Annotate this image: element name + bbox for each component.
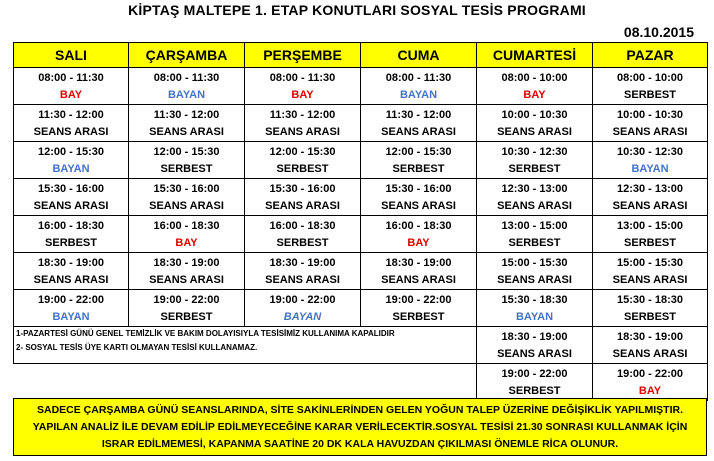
- slot-time: 12:00 - 15:30: [385, 145, 452, 158]
- schedule-slot: [361, 68, 477, 105]
- slot-status: SEANS ARASI: [612, 347, 688, 360]
- note-line: 2- SOSYAL TESİS ÜYE KARTI OLMAYAN TESİSİ KULLANAMAZ.: [16, 343, 258, 352]
- day-header-persembe: PERŞEMBE: [245, 43, 361, 68]
- day-header-cuma: CUMA: [361, 43, 477, 68]
- schedule-slot: [129, 253, 245, 290]
- slot-time: 10:30 - 12:30: [501, 145, 568, 158]
- slot-time: 08:00 - 11:30: [153, 71, 220, 84]
- slot-status: SEANS ARASI: [612, 199, 688, 212]
- slot-time: 15:30 - 16:00: [269, 182, 336, 195]
- slot-status: BAY: [407, 236, 430, 249]
- slot-time: 08:00 - 10:00: [616, 71, 684, 84]
- schedule-slot: [129, 179, 245, 216]
- slot-time: 18:30 - 19:00: [616, 330, 684, 343]
- slot-status: SERBEST: [392, 310, 445, 323]
- slot-time: 10:30 - 12:30: [616, 145, 684, 158]
- schedule-slot: [129, 290, 245, 327]
- slot-time: 19:00 - 22:00: [385, 293, 452, 306]
- day-header-cumartesi: CUMARTESİ: [477, 43, 593, 68]
- slot-time: 08:00 - 11:30: [38, 71, 104, 84]
- slot-status: SEANS ARASI: [612, 273, 688, 286]
- slot-time: 11:30 - 12:00: [38, 108, 104, 121]
- page-title: KİPTAŞ MALTEPE 1. ETAP KONUTLARI SOSYAL TESİS PROGRAMI: [128, 2, 586, 18]
- schedule-slot: [593, 142, 708, 179]
- schedule-slot: [361, 216, 477, 253]
- schedule-slot: [477, 105, 593, 142]
- slot-status: SEANS ARASI: [265, 199, 340, 212]
- schedule-slot: [245, 105, 361, 142]
- schedule-slot: [245, 68, 361, 105]
- slot-time: 11:30 - 12:00: [385, 108, 452, 121]
- notice-line: ISRAR EDİLMEMESİ, KAPANMA SAATİNE 20 DK KALA HAVUZDAN ÇIKILMASI ÖNEMLE RİCA OLUNUR.: [101, 438, 619, 450]
- schedule-slot: [129, 142, 245, 179]
- slot-time: 15:30 - 18:30: [501, 293, 568, 306]
- slot-time: 15:30 - 16:00: [153, 182, 220, 195]
- schedule-slot: [129, 105, 245, 142]
- schedule-slot: [593, 253, 708, 290]
- schedule-slot: [14, 179, 129, 216]
- schedule-slot: [361, 105, 477, 142]
- slot-time: 12:30 - 13:00: [501, 182, 568, 195]
- schedule-slot: [593, 290, 708, 327]
- slot-time: 08:00 - 11:30: [385, 71, 452, 84]
- slot-time: 19:00 - 22:00: [269, 293, 336, 306]
- slot-status: SERBEST: [508, 162, 561, 175]
- schedule-slot: [477, 253, 593, 290]
- slot-time: 08:00 - 11:30: [269, 71, 336, 84]
- schedule-row: [14, 105, 708, 142]
- schedule-slot: [14, 253, 129, 290]
- slot-time: 18:30 - 19:00: [269, 256, 336, 269]
- schedule-slot: [361, 179, 477, 216]
- slot-status: SEANS ARASI: [381, 125, 456, 138]
- slot-status: SEANS ARASI: [497, 125, 572, 138]
- slot-status: BAY: [523, 88, 546, 101]
- slot-status: SERBEST: [624, 236, 676, 249]
- slot-time: 13:00 - 15:00: [616, 219, 684, 232]
- schedule-table: [13, 42, 708, 401]
- slot-status: SERBEST: [160, 162, 213, 175]
- schedule-row: [14, 179, 708, 216]
- schedule-slot: [593, 68, 708, 105]
- slot-time: 15:30 - 16:00: [385, 182, 452, 195]
- schedule-slot: [477, 179, 593, 216]
- day-header-carsamba: ÇARŞAMBA: [129, 43, 245, 68]
- slot-time: 12:00 - 15:30: [269, 145, 336, 158]
- slot-time: 12:30 - 13:00: [616, 182, 684, 195]
- slot-time: 19:00 - 22:00: [37, 293, 105, 306]
- slot-time: 15:30 - 18:30: [616, 293, 684, 306]
- schedule-slot: [361, 253, 477, 290]
- slot-status: SEANS ARASI: [149, 199, 224, 212]
- slot-time: 13:00 - 15:00: [501, 219, 568, 232]
- slot-status: SEANS ARASI: [497, 347, 572, 360]
- slot-time: 19:00 - 22:00: [501, 367, 568, 380]
- schedule-row: [14, 364, 708, 401]
- schedule-slot: [245, 142, 361, 179]
- slot-status: SERBEST: [508, 236, 561, 249]
- slot-time: 10:00 - 10:30: [501, 108, 568, 121]
- slot-status: SERBEST: [392, 162, 445, 175]
- schedule-slot: [129, 216, 245, 253]
- slot-status: BAYAN: [283, 310, 322, 323]
- slot-time: 16:00 - 18:30: [37, 219, 105, 232]
- schedule-slot: [361, 290, 477, 327]
- schedule-slot: [14, 290, 129, 327]
- slot-status: SEANS ARASI: [265, 125, 340, 138]
- empty-area: [14, 364, 477, 401]
- schedule-date: 08.10.2015: [623, 24, 694, 40]
- slot-status: BAYAN: [52, 162, 90, 175]
- schedule-row: [14, 68, 708, 105]
- notes-box: [14, 327, 477, 364]
- slot-status: SEANS ARASI: [265, 273, 340, 286]
- slot-status: SERBEST: [508, 384, 561, 397]
- day-header-pazar: PAZAR: [593, 43, 708, 68]
- schedule-slot: [245, 216, 361, 253]
- slot-time: 08:00 - 10:00: [501, 71, 568, 84]
- slot-status: BAYAN: [399, 88, 438, 101]
- schedule-slot: [593, 364, 708, 401]
- slot-status: SEANS ARASI: [612, 125, 688, 138]
- slot-status: BAY: [291, 88, 314, 101]
- schedule-slot: [361, 142, 477, 179]
- slot-time: 16:00 - 18:30: [153, 219, 220, 232]
- slot-status: BAYAN: [167, 88, 206, 101]
- slot-status: SEANS ARASI: [497, 199, 572, 212]
- slot-status: SERBEST: [624, 310, 676, 323]
- schedule-row: [14, 290, 708, 327]
- slot-status: SEANS ARASI: [381, 199, 456, 212]
- schedule-slot: [477, 290, 593, 327]
- slot-time: 18:30 - 19:00: [385, 256, 452, 269]
- slot-status: BAY: [638, 384, 662, 397]
- schedule-row: [14, 216, 708, 253]
- slot-time: 18:30 - 19:00: [501, 330, 568, 343]
- schedule-slot: [477, 364, 593, 401]
- slot-time: 11:30 - 12:00: [269, 108, 336, 121]
- slot-status: SEANS ARASI: [149, 125, 224, 138]
- slot-status: SEANS ARASI: [381, 273, 456, 286]
- slot-status: BAYAN: [52, 310, 90, 323]
- slot-status: SERBEST: [624, 88, 676, 101]
- slot-time: 15:00 - 15:30: [616, 256, 684, 269]
- schedule-slot: [245, 179, 361, 216]
- slot-time: 12:00 - 15:30: [153, 145, 220, 158]
- schedule-slot: [593, 327, 708, 364]
- notice-banner: [13, 398, 707, 456]
- slot-time: 12:00 - 15:30: [37, 145, 105, 158]
- slot-time: 10:00 - 10:30: [616, 108, 684, 121]
- slot-status: BAY: [175, 236, 198, 249]
- slot-time: 16:00 - 18:30: [269, 219, 336, 232]
- note-line: 1-PAZARTESİ GÜNÜ GENEL TEMİZLİK VE BAKIM DOLAYISIYLA TESİSİMİZ KULLANIMA KAPALIDIR: [16, 329, 395, 338]
- schedule-slot: [593, 179, 708, 216]
- schedule-slot: [477, 68, 593, 105]
- slot-time: 18:30 - 19:00: [153, 256, 220, 269]
- day-header-sali: SALI: [14, 43, 129, 68]
- schedule-slot: [129, 68, 245, 105]
- schedule-row: [14, 142, 708, 179]
- slot-status: SEANS ARASI: [497, 273, 572, 286]
- schedule-slot: [477, 216, 593, 253]
- slot-status: SERBEST: [276, 236, 329, 249]
- slot-time: 16:00 - 18:30: [385, 219, 452, 232]
- slot-status: SERBEST: [276, 162, 329, 175]
- slot-status: SERBEST: [45, 236, 97, 249]
- slot-status: BAYAN: [631, 162, 669, 175]
- schedule-slot: [477, 327, 593, 364]
- slot-time: 19:00 - 22:00: [153, 293, 220, 306]
- schedule-slot: [14, 105, 129, 142]
- slot-time: 15:00 - 15:30: [501, 256, 568, 269]
- slot-time: 15:30 - 16:00: [37, 182, 105, 195]
- schedule-slot: [593, 105, 708, 142]
- schedule-slot: [593, 216, 708, 253]
- notice-line: SADECE ÇARŞAMBA GÜNÜ SEANSLARINDA, SİTE SAKİNLERİNDEN GELEN YOĞUN TALEP ÜZERİNE DEĞİŞİKLİK YAPILMIŞTIR.: [36, 404, 683, 416]
- schedule-slot: [14, 216, 129, 253]
- slot-status: SEANS ARASI: [33, 125, 109, 138]
- notice-line: YAPILAN ANALİZ İLE DEVAM EDİLİP EDİLMEYECEĞİNE KARAR VERİLECEKTİR.SOSYAL TESİSİ 21.30 SONRASI KULLANMAK İÇİN: [32, 421, 688, 433]
- slot-time: 11:30 - 12:00: [153, 108, 220, 121]
- slot-status: SEANS ARASI: [149, 273, 224, 286]
- slot-status: BAY: [59, 88, 83, 101]
- day-header-row: [14, 43, 708, 68]
- schedule-row: [14, 253, 708, 290]
- schedule-row: [14, 327, 708, 364]
- slot-time: 18:30 - 19:00: [37, 256, 105, 269]
- slot-status: SEANS ARASI: [33, 273, 109, 286]
- schedule-slot: [245, 290, 361, 327]
- schedule-slot: [14, 68, 129, 105]
- slot-time: 19:00 - 22:00: [616, 367, 684, 380]
- slot-status: SERBEST: [160, 310, 213, 323]
- slot-status: SEANS ARASI: [33, 199, 109, 212]
- schedule-slot: [14, 142, 129, 179]
- schedule-slot: [245, 253, 361, 290]
- slot-status: BAYAN: [515, 310, 554, 323]
- schedule-slot: [477, 142, 593, 179]
